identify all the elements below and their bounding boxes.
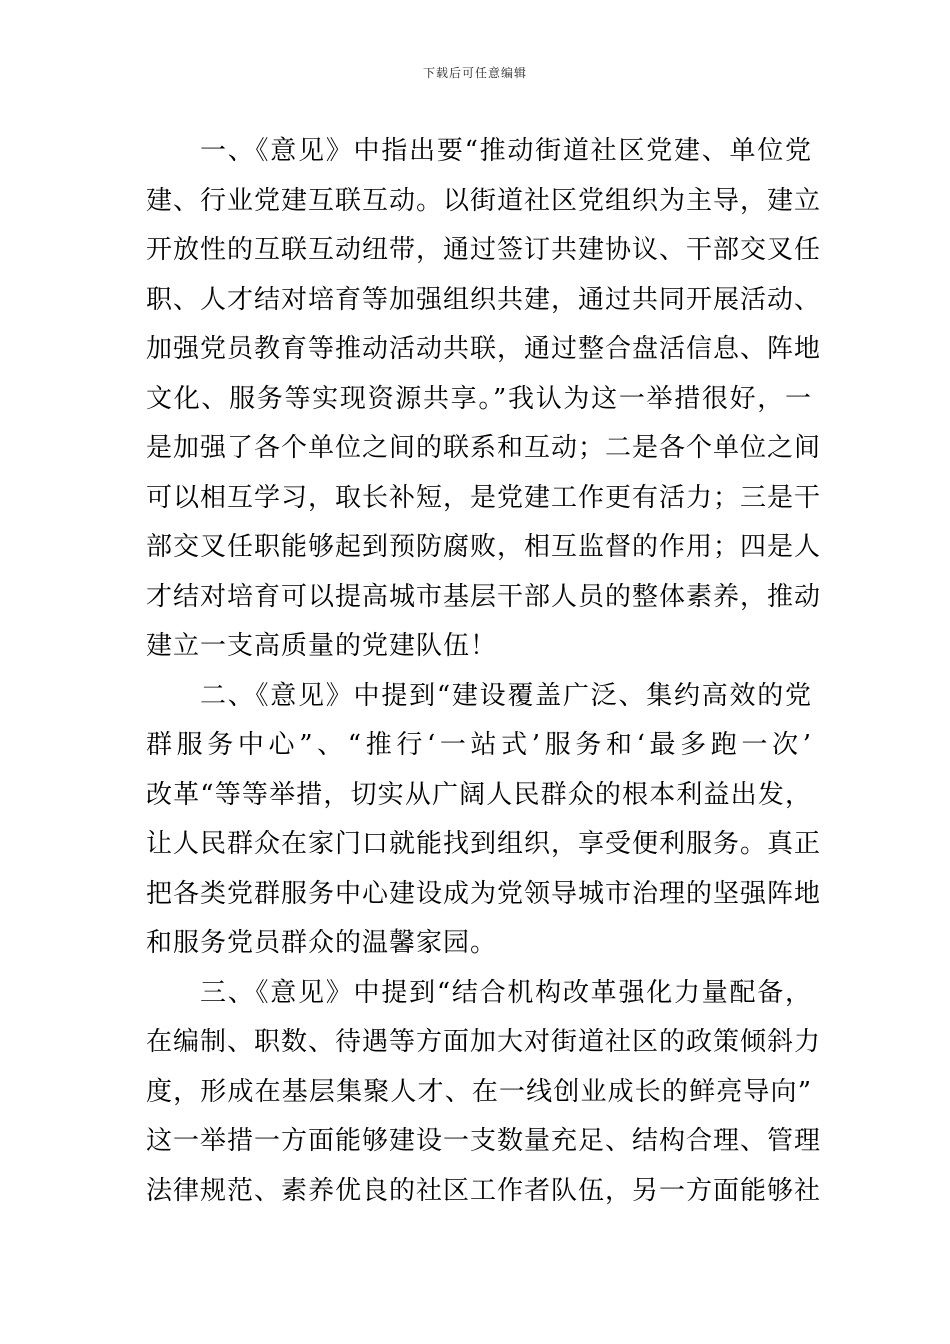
document-body: [146, 127, 822, 1216]
text-line: 这一举措一方面能够建设一支数量充足、结构合理、管理: [146, 1126, 822, 1156]
text-line: 可以相互学习，取长补短，是党建工作更有活力；三是干: [146, 482, 822, 513]
text-line: 才结对培育可以提高城市基层干部人员的整体素养，推动: [146, 581, 822, 612]
paragraph-3: [146, 969, 822, 1217]
text-line: 建、行业党建互联互动。以街道社区党组织为主导，建立: [146, 185, 822, 216]
text-line: 让人民群众在家门口就能找到组织，享受便利服务。真正: [146, 829, 822, 859]
text-line: 和服务党员群众的温馨家园。: [146, 928, 498, 958]
text-line: 法律规范、素养优良的社区工作者队伍，另一方面能够社: [146, 1175, 822, 1206]
text-line: 是加强了各个单位之间的联系和互动；二是各个单位之间: [146, 433, 822, 463]
text-line: 二、《意见》中提到“建设覆盖广泛、集约高效的党: [200, 680, 812, 711]
text-line: 加强党员教育等推动活动共联，通过整合盘活信息、阵地: [146, 334, 822, 364]
text-line: 开放性的互联互动纽带，通过签订共建协议、干部交叉任: [146, 235, 822, 265]
text-line: 在编制、职数、待遇等方面加大对街道社区的政策倾斜力: [146, 1027, 822, 1057]
text-line: 度，形成在基层集聚人才、在一线创业成长的鲜亮导向”: [146, 1076, 812, 1107]
text-line: 三、《意见》中提到“结合机构改革强化力量配备，: [200, 977, 812, 1008]
text-line: 部交叉任职能够起到预防腐败，相互监督的作用；四是人: [146, 532, 822, 562]
paragraph-1: [146, 127, 822, 672]
page-header: 下载后可任意编辑: [422, 66, 527, 80]
text-line: 一、《意见》中指出要“推动街道社区党建、单位党: [200, 136, 812, 166]
text-line: 建立一支高质量的党建队伍！: [146, 631, 498, 661]
paragraph-2: [146, 672, 822, 969]
text-line: 把各类党群服务中心建设成为党领导城市治理的坚强阵地: [146, 878, 822, 909]
text-line: 改革“等等举措，切实从广阔人民群众的根本利益出发，: [146, 779, 812, 810]
text-line: 职、人才结对培育等加强组织共建，通过共同开展活动、: [146, 284, 822, 315]
text-line: 文化、服务等实现资源共享。”我认为这一举措很好，一: [146, 383, 812, 414]
text-line: 群服务中心”、“推行‘一站式’服务和‘最多跑一次’: [146, 730, 812, 760]
